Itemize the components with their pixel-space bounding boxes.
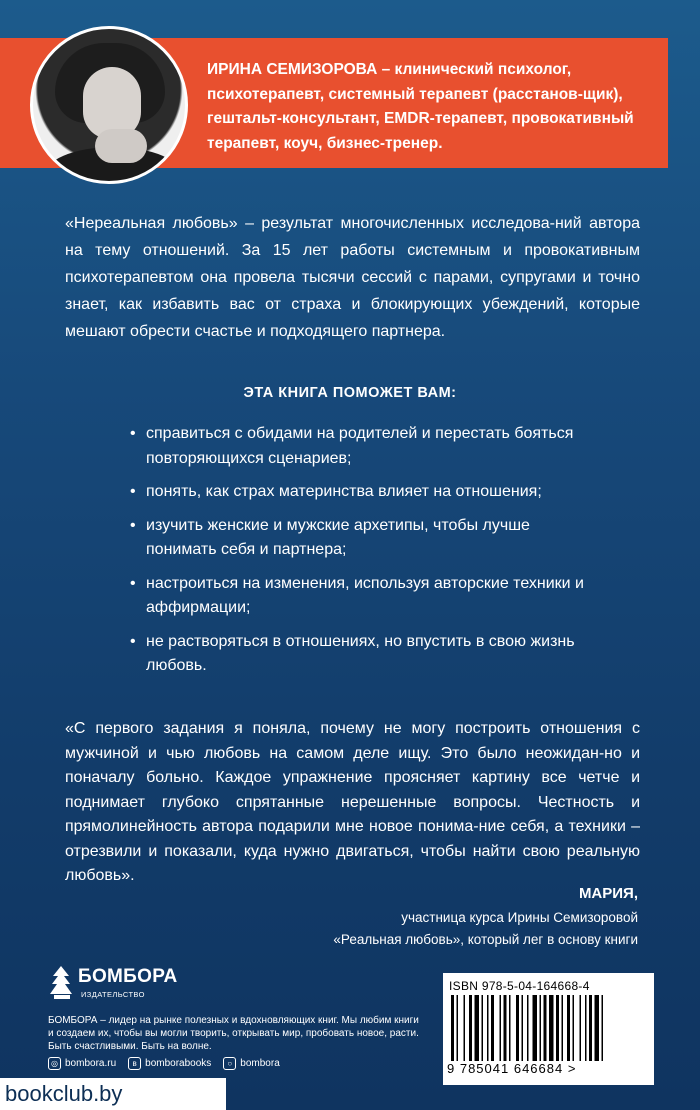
publisher-name: БОМБОРА <box>78 966 178 987</box>
list-item: • понять, как страх материнства влияет на отношения; <box>128 480 588 505</box>
social-link-site[interactable]: ◎ bombora.ru <box>48 1057 116 1070</box>
publisher-logo-icon <box>48 964 74 1004</box>
list-item: • настроиться на изменения, используя авторские техники и аффирмации; <box>128 572 588 621</box>
barcode-bars <box>449 995 648 1065</box>
publisher-sub: ИЗДАТЕЛЬСТВО <box>81 990 145 999</box>
isbn-number: ISBN 978-5-04-164668-4 <box>449 979 590 993</box>
social-link-vk[interactable]: в bomborabooks <box>128 1057 211 1070</box>
list-item: • изучить женские и мужские архетипы, чтобы лучше понимать себя и партнера; <box>128 514 588 563</box>
instagram-icon: ○ <box>223 1057 236 1070</box>
site-watermark: bookclub.by <box>0 1078 226 1110</box>
list-item: • не растворяться в отношениях, но впустить в свою жизнь любовь. <box>128 630 588 679</box>
author-photo <box>30 26 188 184</box>
quote-author-description: участница курса Ирины Семизоровой «Реальная любовь», который лег в основу книги <box>333 910 638 947</box>
barcode <box>443 973 654 1085</box>
book-intro: «Нереальная любовь» – результат многочисленных исследова-ний автора на тему отношений. За 15 лет работы системным и провокативным психотерапевтом она провела тысячи сессий с парами, супругами и точно знает, как избавить вас от страха и блокирующих убеждений, которые мешают обрести счастье и подходящего партнера. <box>65 215 640 340</box>
benefits-list <box>128 422 588 688</box>
benefits-title: ЭТА КНИГА ПОМОЖЕТ ВАМ: <box>243 385 457 401</box>
quote-author: МАРИЯ, <box>578 885 638 902</box>
author-description: ИРИНА СЕМИЗОРОВА – клинический психолог, психотерапевт, системный терапевт (расстанов-щик), гештальт-консультант, EMDR-терапевт, провокативный терапевт, коуч, бизнес-тренер. <box>207 61 634 152</box>
publisher-logo <box>48 962 198 1010</box>
globe-icon: ◎ <box>48 1057 61 1070</box>
reader-quote: «С первого задания я поняла, почему не могу построить отношения с мужчиной и чью любовь на самом деле ищу. Это было неожидан-но и поначалу больно. Каждое упражнение проясняет картину все четче и поднимает глубоко спрятанные нерешенные вопросы. Честность и прямолинейность автора подарили мне новое понима-ние себя, а техники – отрезвили и показали, куда нужно двигаться, чтобы найти свою реальную любовь». <box>65 720 640 884</box>
publisher-description: БОМБОРА – лидер на рынке полезных и вдохновляющих книг. Мы любим книги и создаем их, чтобы вы могли творить, открывать мир, пробовать новое, расти. Быть счастливыми. Быть на волне. <box>48 1015 419 1052</box>
publisher-socials <box>48 1057 280 1070</box>
vk-icon: в <box>128 1057 141 1070</box>
social-link-instagram[interactable]: ○ bombora <box>223 1057 279 1070</box>
list-item: • справиться с обидами на родителей и перестать бояться повторяющихся сценариев; <box>128 422 588 471</box>
barcode-number: 9 785041 646684 > <box>447 1061 647 1076</box>
